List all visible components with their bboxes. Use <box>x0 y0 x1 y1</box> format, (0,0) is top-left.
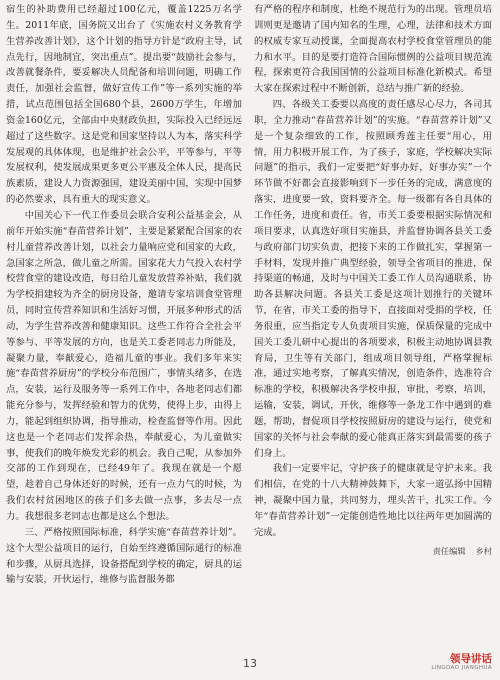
section-brand-pinyin: LINGDAO JIANGHUA <box>431 665 492 671</box>
article-paragraph: 我们一定要牢记，守护孩子的健康就是守护未来。我们相信，在党的十八大精神鼓舞下，大家一道弘扬中国精神，凝聚中国力量，共同努力，埋头苦干，扎实工作。今年“春苗营养计划”一定能创造性地比以往两年更加圆满的完成。 <box>254 463 492 538</box>
article-paragraph: 四、各级关工委要以高度的责任感尽心尽力，各司其职，全力推动“春苗营养计划”的实施。“春苗营养计划”又是一个复杂细致的工作，按照顾秀莲主任要“用心，用情，用力积极开展工作，为了孩子，家庭，学校解决实际问题”的指示，我们一定要把“好事办好，好事办实”一个环节做不好都会直接影响到下一步任务的完成，满意度的落实，进度要一致，资料要齐全。每一级都有各自具体的工作任务，进度和责任。省，市关工委要根据实际情况和项目要求，认真选好项目实施县，并监督协调各县关工委与政府部门切实负责，把接下来的工作做扎实，掌握第一手材料，发现并推广典型经验，领导全省项目的推进，保持渠道的畅通，及时与中国关工委工作人员沟通联系，协助各县解决问题。各县关工委是这项计划推行的关键环节，在省，市关工委的指导下，直接面对受捐的学校，任务很重，应当指定专人负责项目实施，保质保量的完成中国关工委儿研中心提出的各项要求，积极主动地协调县教育局，卫生等有关部门，组成项目领导组，严格掌握标准，通过实地考察，了解真实情况，创造条件，选准符合标准的学校，积极解决各学校申报，审批，考察，培训，运输，安装，调试，开伙，维修等一条龙工作中遇到的难题，帮助，督促项目学校按照厨房的建设与运行，使党和国家的关怀与社会奉献的爱心能真正落实到最需要的孩子们身上。 <box>254 99 492 459</box>
article-paragraph: 三、严格按照国际标准，科学实施“春苗营养计划”。这个大型公益项目的运行，自始至终遵循国际通行的标准和步骤，从厨具选择，设备搭配到学校的确定，厨具的运输与安装，开伙运行，维修与监督服务都 <box>6 526 242 586</box>
left-column <box>6 2 242 588</box>
editor-credit <box>254 545 492 557</box>
article-paragraph: 宿生的补助费用已经超过100亿元，覆盖1225万名学生。2011年底，国务院又出台了《实施农村义务教育学生营养改善计划》，这个计划的指导方针是“政府主导，试点先行，因地制宜，突出重点”。提出要“鼓励社会参与，改善就餐条件，要妥解决人员配备和培训问题，明确工作责任，加强社会监督，做好宣传工作”等一系列实施的举措，试点范围包括全国680个县，2600万学生，年增加资金160亿元，全部由中央财政负担，实际投入已经远远超过了这些数字。这是党和国家坚持以人为本，落实科学发展观的具体体现，也是维护社会公平，平等参与，平等发展权利，使发展成果更多更公平惠及全体人民，提高民族素质，建设人力资源强国，建设美丽中国，实现中国梦的必然要求，具有重大的现实意义。 <box>6 4 242 206</box>
editor-credit-label: 责任编辑 <box>432 545 466 556</box>
right-column <box>254 2 492 557</box>
editor-credit-name: 乡村 <box>475 545 492 556</box>
page-number: 13 <box>243 657 257 670</box>
article-paragraph: 中国关心下一代工作委员会联合安利公益基金会，从前年开始实施“春苗营养计划”，主要是紧紧配合国家的农村儿童营养改善计划，以社会力量响应党和国家的大政，急国家之所急，做儿童之所需。国家花大力气投入农村学校营食堂的建设改造，每日给儿童发放营养补贴，我们就为学校捐建较为齐全的厨房设备，邀请专家培训食堂管理员，同时宣传营养知识和生活好习惯，开展多种形式的活动，为学生营养改善和健康知识。这些工作符合全社会平等参与、平等发展的方向，也是关工委老同志力所能及，凝聚力量，奉献爱心，造福儿童的事业。我们多年来实施“春苗营养厨房”的学校分布范围广，事情头绪多，在选点，安装，运行及服务等一系列工作中，各地老同志们都能充分参与，发挥经验和智力的优势，使得上步，由得上力，能起到组织协调，指导推动，检查监督等作用。因此这也是一个老同志们发挥余热，奉献爱心，为儿童做实事，使我们的晚年焕发光彩的机会。我自己呢，从参加外交部的工作到现在，已经49年了。我现在就是一个愿望，趁着自己身体还好的时候，还有一点力气的时候，为我们农村贫困地区的孩子们多去做一点事，多去尽一点力。我想很多老同志也都是这么个想法。 <box>6 209 242 522</box>
section-brand <box>431 653 492 672</box>
article-paragraph: 有严格的程序和制度，杜绝不规范行为的出现。管理员培训则更是邀请了国内知名的生理，心理，法律和技术方面的权威专家互动授课，全面提高农村学校食堂管理员的能力和水平。目的是要打造符合国际惯例的公益项目规范流程，探索更符合我国国情的公益项目标准化新模式。希望大家在探索过程中不断创新，总结与推广新的经验。 <box>254 4 492 95</box>
section-brand-title: 领导讲话 <box>450 653 492 665</box>
